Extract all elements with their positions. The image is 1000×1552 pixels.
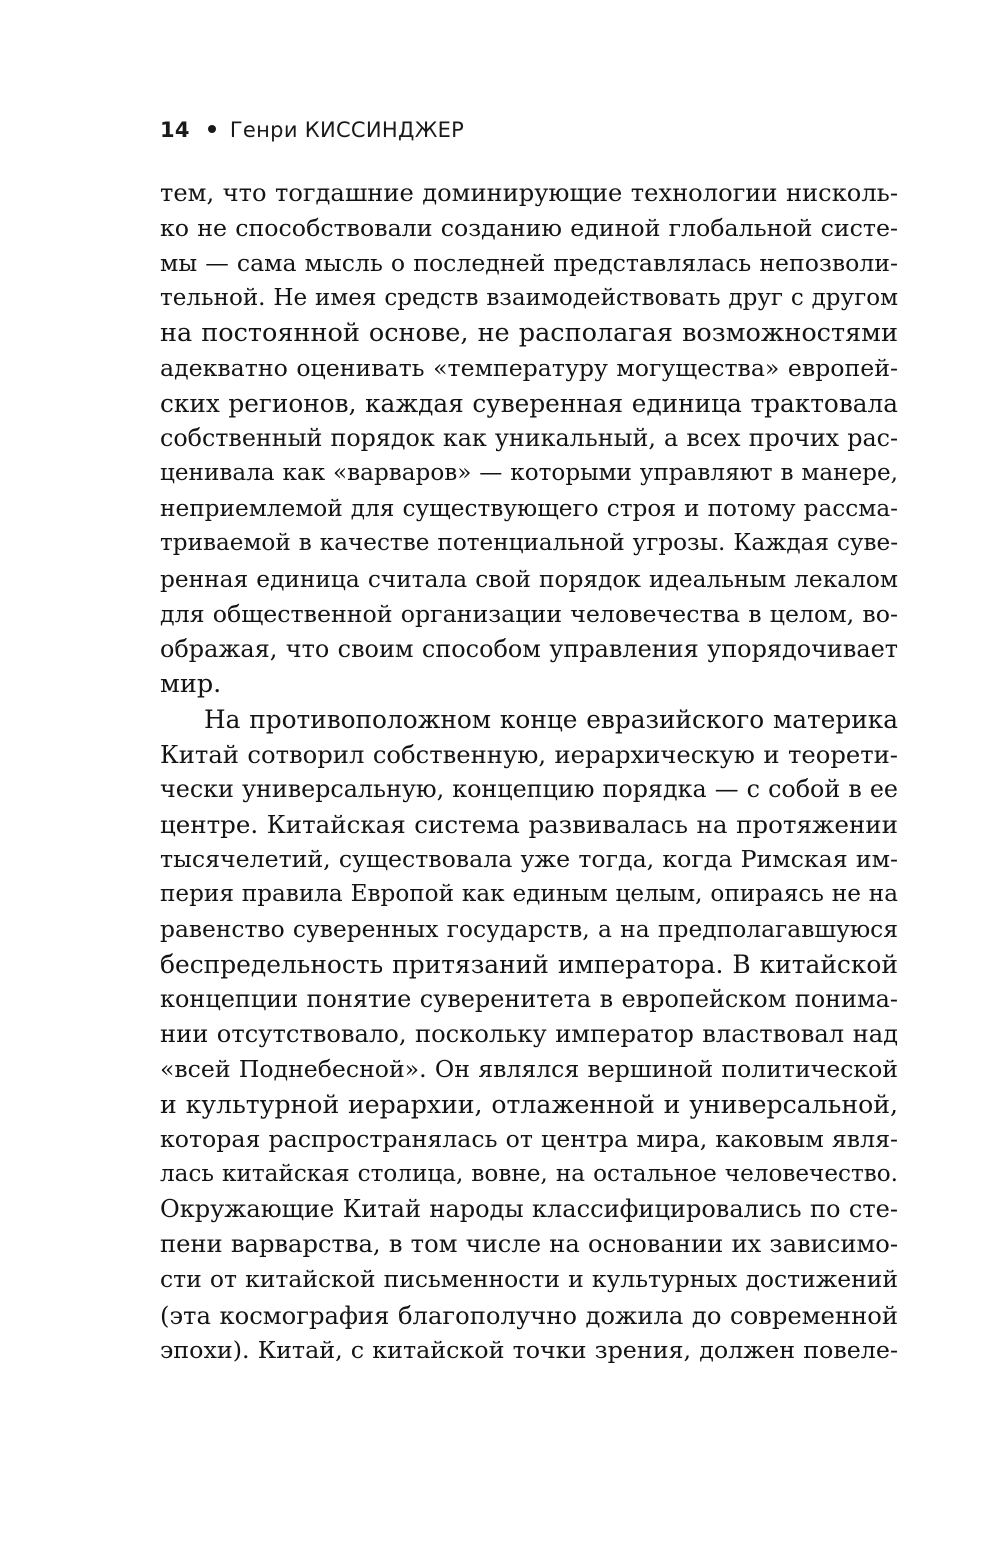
text-line: Китай сотворил собственную, иерархическую и теорети- [160,739,898,769]
text-line: лась китайская столица, вовне, на остальное человечество. [160,1161,898,1188]
text-line: ценивала как «варваров» — которыми управляют в манере, [160,460,898,487]
text-line: На противоположном конце евразийского материка [204,704,898,734]
text-line: ображая, что своим способом управления упорядочивает [160,634,898,663]
text-line: чески универсальную, концепцию порядка — с собой в ее [160,774,898,803]
page-number: 14 [160,118,190,142]
bullet-separator [208,125,216,133]
text-line: тельной. Не имея средств взаимодействовать друг с другом [160,285,898,312]
text-line: (эта космография благополучно дожила до современной [160,1300,898,1330]
text-line: Окружающие Китай народы классифицировались по сте- [160,1195,898,1224]
text-line: триваемой в качестве потенциальной угрозы. Каждая суве- [160,530,898,557]
text-line: сти от китайской письменности и культурных достижений [160,1265,898,1294]
text-line: беспредельность притязаний императора. В китайской [160,950,898,980]
text-line: для общественной организации человечества в целом, во- [160,599,898,628]
text-line: мир. [160,668,222,699]
text-line: тем, что тогдашние доминирующие технологии нисколь- [160,179,898,207]
text-line: пени варварства, в том числе на основании их зависимо- [160,1230,898,1259]
text-line: ских регионов, каждая суверенная единица трактовала [160,389,898,419]
text-line: на постоянной основе, не располагая возможностями [160,318,898,349]
text-line: и культурной иерархии, отлаженной и универсальной, [160,1090,898,1120]
text-line: адекватно оценивать «температуру могущества» европей- [160,354,898,383]
text-line: ренная единица считала свой порядок идеальным лекалом [160,565,898,593]
text-line: эпохи). Китай, с китайской точки зрения, должен повеле- [160,1335,898,1364]
paragraph-1 [160,176,898,702]
body-text [160,176,898,1368]
text-line: мы — сама мысль о последней представлялась непозволи- [160,249,898,278]
text-line: неприемлемой для существующего строя и потому рассма- [160,495,898,523]
text-line: равенство суверенных государств, а на предполагавшуюся [160,914,898,943]
text-line: собственный порядок как уникальный, а всех прочих рас- [160,424,898,453]
running-head [160,118,464,142]
text-line: «всей Поднебесной». Он являлся вершиной политической [160,1055,898,1084]
text-line: ко не способствовали созданию единой глобальной систе- [160,214,898,243]
author-name: Генри КИССИНДЖЕР [229,118,465,142]
paragraph-2 [160,702,898,1368]
text-line: нии отсутствовало, поскольку император властвовал над [160,1020,898,1049]
text-line: которая распространялась от центра мира, каковым явля- [160,1125,898,1154]
text-line: центре. Китайская система развивалась на протяжении [160,809,898,839]
text-line: перия правила Европой как единым целым, опираясь не на [160,880,898,907]
text-line: тысячелетий, существовала уже тогда, когда Римская им- [160,844,898,873]
text-line: концепции понятие суверенитета в европейском понима- [160,985,898,1014]
